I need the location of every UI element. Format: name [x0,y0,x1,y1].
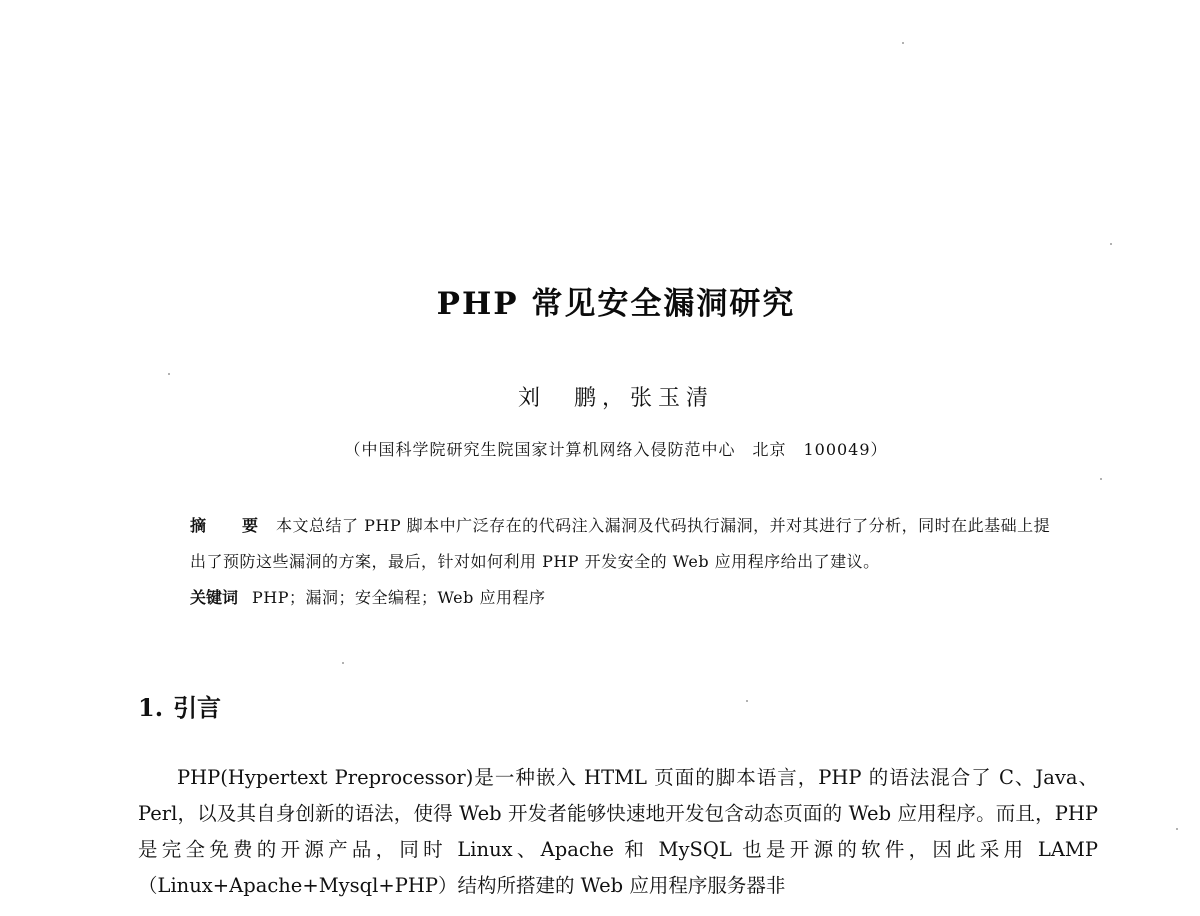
scan-speck [1100,478,1102,480]
abstract-paragraph [190,508,1060,580]
paper-title: PHP 常见安全漏洞研究 [436,286,796,322]
keywords-text: PHP；漏洞；安全编程；Web 应用程序 [252,588,546,607]
abstract-block [190,508,1060,616]
scan-speck [746,700,748,702]
scan-speck [902,42,904,44]
scan-speck [1110,243,1112,245]
section-number: 1. [138,693,164,722]
section-title: 引言 [173,693,222,722]
scan-speck [1176,828,1178,830]
keywords-label: 关键词 [190,588,239,607]
scan-speck [168,373,170,375]
abstract-label: 摘 要 [190,516,269,535]
body-text [138,760,1098,904]
keywords-line [190,580,1060,616]
body-paragraph: PHP(Hypertext Preprocessor)是一种嵌入 HTML 页面的脚本语言，PHP 的语法混合了 C、Java、Perl，以及其自身创新的语法，使得 Web 开发者能够快速地开发包含动态页面的 Web 应用程序。而且，PHP 是完全免费的开源产品，同时 Linux、Apache 和 MySQL 也是开源的软件，因此采用 LAMP（Linux+Apache+Mysql+PHP）结构所搭建的 Web 应用程序服务器非 [138,766,1098,897]
paper-authors: 刘 鹏，张玉清 [517,386,714,411]
section-heading [138,688,221,723]
scan-speck [342,662,344,664]
abstract-text: 本文总结了 PHP 脚本中广泛存在的代码注入漏洞及代码执行漏洞，并对其进行了分析，同时在此基础上提出了预防这些漏洞的方案，最后，针对如何利用 PHP 开发安全的 Web 应用程序给出了建议。 [190,516,1051,571]
author-affiliation: （中国科学院研究生院国家计算机网络入侵防范中心 北京 100049） [344,440,888,459]
